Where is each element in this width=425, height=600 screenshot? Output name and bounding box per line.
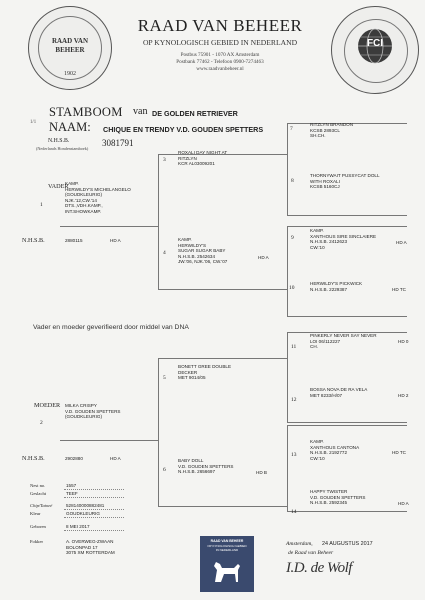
grandparent-5: BONETT GREE DOUBLE DECKER MET 9014/05	[178, 364, 232, 381]
website: www.raadvanbeheer.nl	[196, 66, 244, 72]
address-line-2: Postbank 77462 - Telefoon 0900-7274463	[176, 59, 264, 65]
great-grandparent-11-hd: HD 0	[398, 339, 409, 344]
ggp-num-9: 9	[291, 235, 294, 241]
gp-num-5: 5	[163, 375, 166, 381]
moeder-num: 2	[40, 420, 43, 426]
nest-value: 1557	[66, 483, 77, 488]
chip-value: 528140000882481	[66, 503, 105, 508]
great-grandparent-10: HERWILDY'S PICKWICK N.H.S.B. 2229387	[310, 281, 363, 292]
great-grandparent-13-hd: HD TC	[392, 450, 406, 455]
ggp-num-11: 11	[291, 344, 297, 350]
stamp-line-1: RAAD VAN BEHEER	[210, 539, 244, 543]
great-grandparent-9: KAMP. XANTHOUS SIRE SINCLAIERE N.H.S.B. 2412623 CW.'10	[310, 228, 377, 250]
geboren-label: Geboren	[30, 524, 46, 529]
ggp-num-12: 12	[291, 397, 297, 403]
naam-label: NAAM:	[49, 120, 91, 134]
kleur-value: GOUDKLEURIG	[66, 511, 100, 516]
grandparent-4: KAMP. HERWILDY'S SUGAR SUGAR BABY N.H.S.B. 2542634 JW.'06, NJK.'06, CW.'07	[178, 237, 228, 265]
ggp-num-8: 8	[291, 178, 294, 184]
seal-year: 1902	[64, 71, 76, 77]
vader-text: KAMP. HERWILDY'S MICHELANGELO (GOUDKLEURIG) NJK.'12,CW.'14 DTS.,VDH.KAMP., INT.SHOWKAMP.	[65, 181, 131, 214]
gp-num-4: 4	[163, 250, 166, 256]
official-stamp	[200, 536, 254, 592]
vader-nhsb: 2880115	[65, 238, 83, 243]
nhsb-sub: (Nederlands Hondenstamboek)	[36, 146, 89, 151]
ggp-num-7: 7	[290, 126, 293, 132]
grandparent-6: BABY DOLL V.D. GOUDEN SPETTERS N.H.S.B. 2656697	[178, 458, 234, 475]
great-grandparent-11: PINKERLY NEVER SAY NEVER LOI 06/112227 CH.	[310, 333, 377, 350]
org-subtitle: OP KYNOLOGISCH GEBIED IN NEDERLAND	[142, 38, 298, 47]
handwritten-signature: I.D. de Wolf	[286, 560, 352, 576]
signature-place: Amsterdam,	[286, 541, 313, 547]
stamp-line-2: OP KYNOLOGISCH GEBIED	[207, 544, 247, 548]
stamboom-label: STAMBOOM	[49, 105, 123, 119]
great-grandparent-14-hd: HD A	[398, 501, 409, 506]
gp-num-3: 3	[163, 157, 166, 163]
grandparent-4-hd: HD A	[258, 255, 269, 260]
geslacht-value: TEEF	[66, 491, 78, 496]
moeder-nhsb: 2902880	[65, 456, 83, 461]
gp-num-6: 6	[163, 467, 166, 473]
moeder-hd: HD A	[110, 456, 121, 461]
geboren-value: 8 MEI 2017	[66, 524, 90, 529]
grandparent-3: ROXALI DAY NIGHT AT RITZLYN KCR AL03009201	[178, 150, 228, 167]
moeder-label: MOEDER	[34, 402, 61, 409]
fokker-label: Fokker	[30, 539, 44, 544]
vader-num: 1	[40, 202, 43, 208]
grandparent-6-hd: HD B	[256, 470, 267, 475]
stamp-line-3: IN NEDERLAND	[215, 548, 239, 552]
moeder-text: MILKA CRISPY V.D. GOUDEN SPETTERS (GOUDKLEURIG)	[65, 403, 121, 420]
margin-note: 1/1	[30, 120, 37, 125]
vader-label: VADER	[48, 183, 69, 190]
nhsb-label: N.H.S.B.	[48, 138, 70, 144]
address-line-1: Postbus 75901 - 1070 AX Amsterdam	[180, 52, 260, 58]
nhsb-number: 3081791	[102, 138, 134, 148]
van-label: van	[133, 106, 148, 117]
ggp-num-14: 14	[291, 509, 297, 515]
nest-label: Nest no.	[30, 483, 46, 488]
seal-center-text: RAAD VAN BEHEER	[51, 37, 89, 54]
vader-hd: HD A	[110, 238, 121, 243]
fci-seal	[331, 6, 419, 94]
signature-date: 24 AUGUSTUS 2017	[322, 541, 373, 547]
dog-name: CHIQUE EN TRENDY V.D. GOUDEN SPETTERS	[103, 125, 264, 134]
org-name: RAAD VAN BEHEER	[137, 16, 303, 35]
geslacht-label: Geslacht	[30, 491, 47, 496]
great-grandparent-12-hd: HD 2	[398, 393, 409, 398]
dna-note: Vader en moeder geverifieerd door middel van DNA	[33, 324, 189, 331]
fokker-value: A. OVERWEG-ZWAAN BOLONPAD 17 3075 XM ROTTERDAM	[66, 539, 115, 556]
breed-name: DE GOLDEN RETRIEVER	[152, 109, 238, 118]
ggp-num-10: 10	[289, 285, 295, 291]
raad-van-beheer-seal	[28, 6, 112, 90]
great-grandparent-9-hd: HD A	[396, 240, 407, 245]
moeder-nhsb-label: N.H.S.B.	[22, 455, 45, 462]
kleur-label: Kleur	[30, 511, 41, 516]
ggp-num-13: 13	[291, 452, 297, 458]
signature-on-behalf: de Raad van Beheer	[288, 550, 334, 556]
fci-label: FCI	[366, 38, 384, 49]
great-grandparent-10-hd: HD TC	[392, 287, 406, 292]
vader-nhsb-label: N.H.S.B.	[22, 237, 45, 244]
great-grandparent-8: THORNYWAIT PUSSYCAT DOLL WITH ROXALI KCSB 5160CJ	[310, 173, 380, 190]
chip-label: Chip/Tatoeë	[30, 503, 53, 508]
great-grandparent-12: BOSSA NOVA DE RA VELA MET 8233/H/07	[310, 387, 368, 398]
great-grandparent-7: RITZLYN BRANDON KCSB 2893CL SH.CH.	[310, 122, 354, 139]
great-grandparent-14: HAPPY TWISTER V.D. GOUDEN SPETTERS N.H.S.B. 2592345	[310, 489, 366, 506]
great-grandparent-13: KAMP. XANTHOUS CANTONA N.H.S.B. 2192772 CW.'10	[310, 439, 360, 461]
dog-silhouette-icon	[210, 556, 244, 588]
